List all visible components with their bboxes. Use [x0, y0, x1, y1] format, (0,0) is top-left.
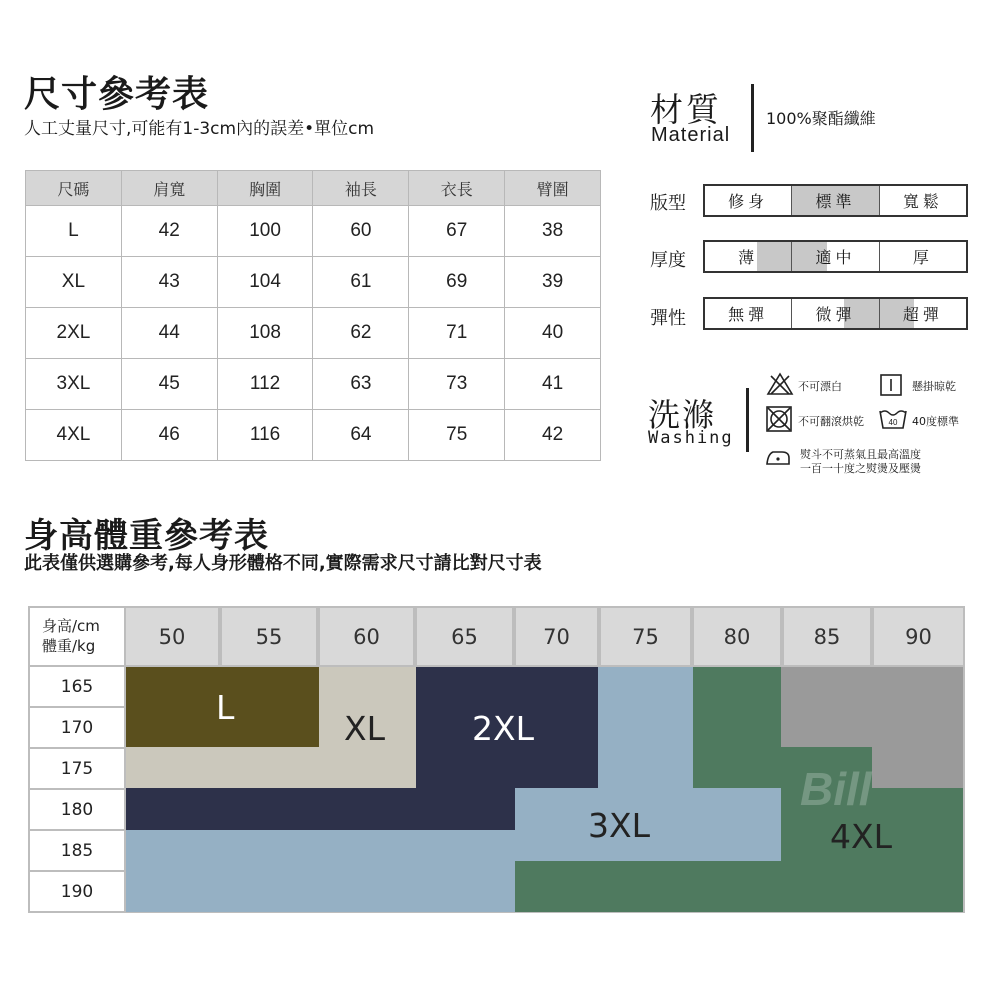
- thickness-option-thick: 厚: [879, 242, 966, 271]
- size-chart-title: 尺寸參考表: [24, 74, 210, 115]
- zone-3xl: [598, 667, 693, 788]
- fit-label: 版型: [650, 193, 686, 214]
- height-label: 185: [30, 831, 124, 870]
- table-cell: 62: [313, 308, 409, 359]
- no-tumble-dry-icon: [766, 406, 792, 432]
- table-cell: 112: [217, 359, 313, 410]
- zone-4xl: [693, 667, 781, 788]
- table-cell: 44: [121, 308, 217, 359]
- fit-option-regular: 標準: [791, 186, 878, 215]
- table-cell: 2XL: [26, 308, 122, 359]
- thickness-label: 厚度: [650, 250, 686, 271]
- table-cell: 41: [505, 359, 601, 410]
- table-cell: 45: [121, 359, 217, 410]
- zone-gray: [872, 747, 963, 788]
- table-cell: 46: [121, 410, 217, 461]
- table-cell: 69: [409, 257, 505, 308]
- weight-header: 90: [874, 608, 963, 665]
- zone-2xl: [126, 788, 515, 830]
- zone-gray: [781, 667, 963, 747]
- zone-label-l: L: [216, 688, 235, 727]
- line-dry-icon: [880, 374, 902, 396]
- table-row: [26, 206, 601, 257]
- header-cell: 尺碼: [26, 171, 122, 206]
- weight-header: 55: [222, 608, 316, 665]
- height-weight-title: 身高體重參考表: [24, 516, 269, 556]
- table-cell: L: [26, 206, 122, 257]
- divider: [746, 388, 749, 452]
- wash-text: 熨斗不可蒸氣且最高溫度: [800, 448, 921, 461]
- header-cell: 胸圍: [217, 171, 313, 206]
- size-chart-note: 人工丈量尺寸,可能有1-3cm內的誤差•單位cm: [24, 119, 375, 139]
- wash-text: 不可翻滾烘乾: [798, 415, 864, 428]
- wash-text: 一百一十度之熨燙及壓燙: [800, 462, 921, 475]
- fit-option-loose: 寬鬆: [879, 186, 966, 215]
- brand-watermark: Bill: [800, 763, 872, 815]
- fit-option-slim: 修身: [728, 192, 769, 211]
- material-value: 100%聚酯纖維: [766, 109, 876, 128]
- corner-line1: 身高/cm: [42, 617, 100, 635]
- table-cell: 67: [409, 206, 505, 257]
- table-cell: 75: [409, 410, 505, 461]
- zone-label-4xl: 4XL: [830, 817, 892, 856]
- weight-header: 75: [601, 608, 690, 665]
- table-cell: 43: [121, 257, 217, 308]
- table-cell: 3XL: [26, 359, 122, 410]
- elasticity-option-slight: 微彈: [791, 299, 878, 328]
- table-cell: 42: [121, 206, 217, 257]
- wash-40-icon: [878, 408, 908, 430]
- table-cell: 38: [505, 206, 601, 257]
- wash-text: 40度標準: [912, 415, 959, 428]
- elasticity-option-none: 無彈: [728, 305, 769, 324]
- table-row: [26, 410, 601, 461]
- height-label: 180: [30, 790, 124, 829]
- table-cell: 108: [217, 308, 313, 359]
- table-row: [26, 359, 601, 410]
- table-cell: 63: [313, 359, 409, 410]
- zone-label-2xl: 2XL: [472, 709, 534, 748]
- header-cell: 臂圍: [505, 171, 601, 206]
- weight-header: 70: [516, 608, 597, 665]
- size-table: [25, 170, 601, 461]
- height-label: 190: [30, 872, 124, 911]
- no-bleach-icon: [766, 372, 794, 396]
- weight-header: 85: [784, 608, 870, 665]
- header-cell: 袖長: [313, 171, 409, 206]
- thickness-option-medium: 適中: [791, 242, 878, 271]
- fit-scale: [703, 184, 968, 217]
- zone-label-3xl: 3XL: [588, 806, 650, 845]
- height-weight-note: 此表僅供選購參考,每人身形體格不同,實際需求尺寸請比對尺寸表: [24, 553, 542, 574]
- table-cell: XL: [26, 257, 122, 308]
- table-cell: 116: [217, 410, 313, 461]
- elasticity-scale: [703, 297, 968, 330]
- table-cell: 42: [505, 410, 601, 461]
- table-cell: 104: [217, 257, 313, 308]
- zone-label-xl: XL: [344, 709, 385, 748]
- table-row: [26, 257, 601, 308]
- corner-header: [30, 608, 124, 665]
- material-label-en: Material: [651, 124, 731, 146]
- height-label: 165: [30, 667, 124, 706]
- zone-4xl: [515, 861, 963, 912]
- table-cell: 73: [409, 359, 505, 410]
- height-label: 170: [30, 708, 124, 747]
- washing-label-en: Washing: [648, 428, 734, 448]
- corner-line2: 體重/kg: [42, 637, 96, 655]
- table-cell: 61: [313, 257, 409, 308]
- header-cell: 衣長: [409, 171, 505, 206]
- table-cell: 60: [313, 206, 409, 257]
- thickness-scale: [703, 240, 968, 273]
- wash-text: 不可漂白: [798, 380, 842, 393]
- washing-label-cn: 洗滌: [648, 396, 717, 434]
- wash-temp: 40: [888, 418, 898, 427]
- table-cell: 4XL: [26, 410, 122, 461]
- divider: [751, 84, 754, 152]
- wash-text: 懸掛晾乾: [912, 380, 956, 393]
- table-cell: 100: [217, 206, 313, 257]
- iron-icon: [764, 448, 792, 468]
- elasticity-option-high: 超彈: [879, 299, 966, 328]
- weight-header: 50: [126, 608, 218, 665]
- header-cell: 肩寬: [121, 171, 217, 206]
- material-label-cn: 材質: [650, 90, 722, 129]
- size-table-header: [26, 171, 601, 206]
- weight-header: 65: [417, 608, 512, 665]
- table-cell: 39: [505, 257, 601, 308]
- elasticity-label: 彈性: [650, 308, 686, 329]
- weight-header: 60: [320, 608, 413, 665]
- height-label: 175: [30, 749, 124, 788]
- zone-3xl: [126, 830, 515, 912]
- weight-header: 80: [694, 608, 780, 665]
- thickness-option-thin: 薄: [705, 242, 791, 271]
- table-row: [26, 308, 601, 359]
- table-cell: 71: [409, 308, 505, 359]
- table-cell: 64: [313, 410, 409, 461]
- table-cell: 40: [505, 308, 601, 359]
